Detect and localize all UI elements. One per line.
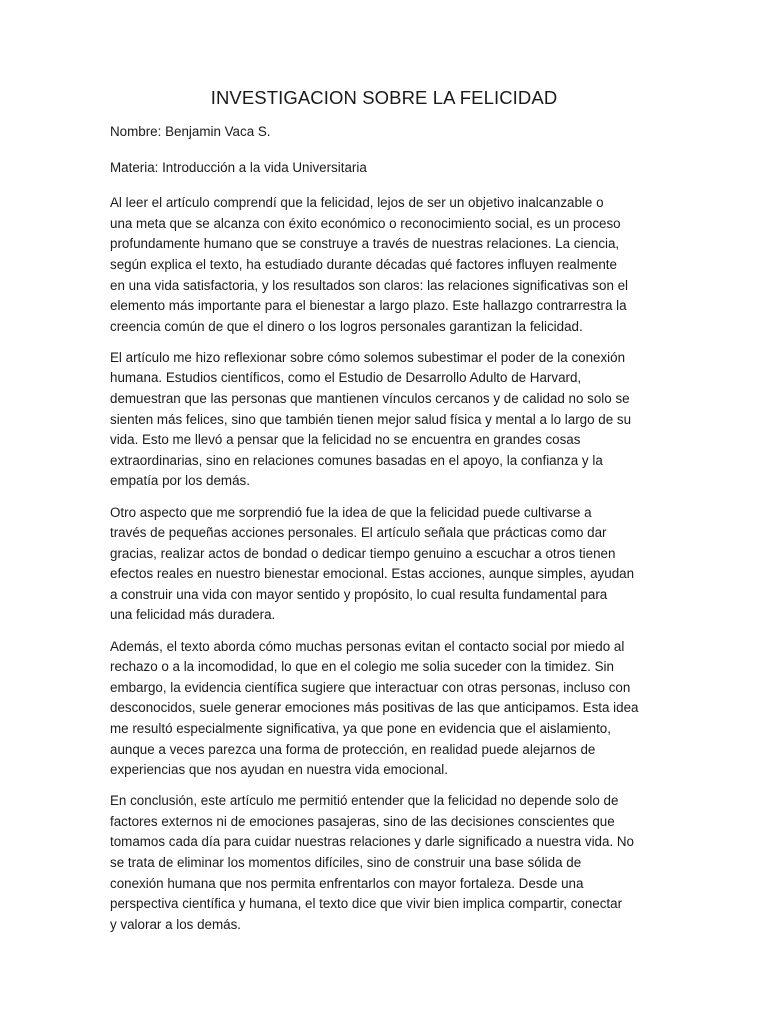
paragraph-line: una felicidad más duradera. — [110, 607, 276, 623]
paragraph-line: y valorar a los demás. — [110, 916, 241, 932]
paragraph-line: desconocidos, suele generar emociones más positivas de las que anticipamos. Esta idea — [110, 700, 639, 716]
paragraph-line: Además, el texto aborda cómo muchas personas evitan el contacto social por miedo al — [110, 638, 625, 654]
paragraph-line: extraordinarias, sino en relaciones comunes basadas en el apoyo, la confianza y la — [110, 452, 603, 468]
paragraph-line: humana. Estudios científicos, como el Estudio de Desarrollo Adulto de Harvard, — [110, 370, 582, 386]
paragraph-line: El artículo me hizo reflexionar sobre cómo solemos subestimar el poder de la conexión — [110, 349, 626, 365]
paragraph-line: se trata de eliminar los momentos difíciles, sino de construir una base sólida de — [110, 855, 582, 870]
paragraph-line: gracias, realizar actos de bondad o dedicar tiempo genuino a escuchar a otros tienen — [110, 545, 616, 561]
paragraph-line: en una vida satisfactoria, y los resultados son claros: las relaciones significativas son el — [110, 277, 629, 293]
paragraph-line: embargo, la evidencia científica sugiere que interactuar con otras personas, incluso con — [110, 679, 631, 695]
paragraph-line: perspectiva científica y humana, el texto dice que vivir bien implica compartir, conectar — [110, 896, 623, 912]
paragraph-line: aunque a veces parezca una forma de protección, en realidad puede alejarnos de — [110, 741, 596, 757]
paragraph-line: conexión humana que nos permita enfrentarlos con mayor fortaleza. Desde una — [110, 875, 584, 891]
paragraph-line: efectos reales en nuestro bienestar emocional. Estas acciones, aunque simples, ayudan — [110, 566, 635, 582]
body-paragraph — [110, 637, 660, 781]
paragraph-line: través de pequeñas acciones personales. El artículo señala que prácticas como dar — [110, 525, 607, 541]
course-name: Materia: Introducción a la vida Universitaria — [110, 159, 367, 175]
body-paragraph — [110, 348, 660, 492]
paragraph-line: a construir una vida con mayor sentido y propósito, lo cual resulta fundamental para — [110, 586, 608, 602]
paragraph-line: según explica el texto, ha estudiado durante décadas qué factores influyen realmente — [110, 256, 617, 272]
paragraph-line: profundamente humano que se construye a través de nuestras relaciones. La ciencia, — [110, 236, 620, 252]
paragraph-line: vida. Esto me llevó a pensar que la felicidad no se encuentra en grandes cosas — [110, 432, 581, 448]
document-body — [110, 122, 660, 946]
author-name: Nombre: Benjamin Vaca S. — [110, 124, 271, 139]
document-title: INVESTIGACION SOBRE LA FELICIDAD — [210, 87, 558, 108]
paragraph-line: experiencias que nos ayudan en nuestra vida emocional. — [110, 762, 448, 778]
paragraph-line: creencia común de que el dinero o los logros personales garantizan la felicidad. — [110, 318, 583, 334]
body-paragraph — [110, 193, 660, 337]
paragraph-line: una meta que se alcanza con éxito económico o reconocimiento social, es un proceso — [110, 215, 621, 231]
paragraph-line: En conclusión, este artículo me permitió entender que la felicidad no depende solo de — [110, 793, 619, 809]
paragraph-line: elemento más importante para el bienestar a largo plazo. Este hallazgo contrarrestra la — [110, 298, 627, 314]
paragraph-line: empatía por los demás. — [110, 473, 250, 489]
paragraph-line: factores externos ni de emociones pasajeras, sino de las decisiones conscientes que — [110, 813, 615, 829]
body-paragraph — [110, 503, 660, 627]
paragraph-line: Al leer el artículo comprendí que la felicidad, lejos de ser un objetivo inalcanzable o — [110, 195, 604, 211]
paragraph-line: rechazo o a la incomodidad, lo que en el colegio me solia suceder con la timidez. Sin — [110, 659, 614, 675]
paragraph-line: Otro aspecto que me sorprendió fue la idea de que la felicidad puede cultivarse a — [110, 504, 592, 520]
paragraphs-container — [110, 193, 660, 935]
body-paragraph — [110, 791, 660, 935]
paragraph-line: demuestran que las personas que mantienen vínculos cercanos y de calidad no solo se — [110, 391, 630, 407]
paragraph-line: me resultó especialmente significativa, ya que pone en evidencia que el aislamiento, — [110, 720, 611, 736]
paragraph-line: sienten más felices, sino que también tienen mejor salud física y mental a lo largo de su — [110, 411, 632, 427]
paragraph-line: tomamos cada día para cuidar nuestras relaciones y darle significado a nuestra vida. No — [110, 834, 635, 850]
